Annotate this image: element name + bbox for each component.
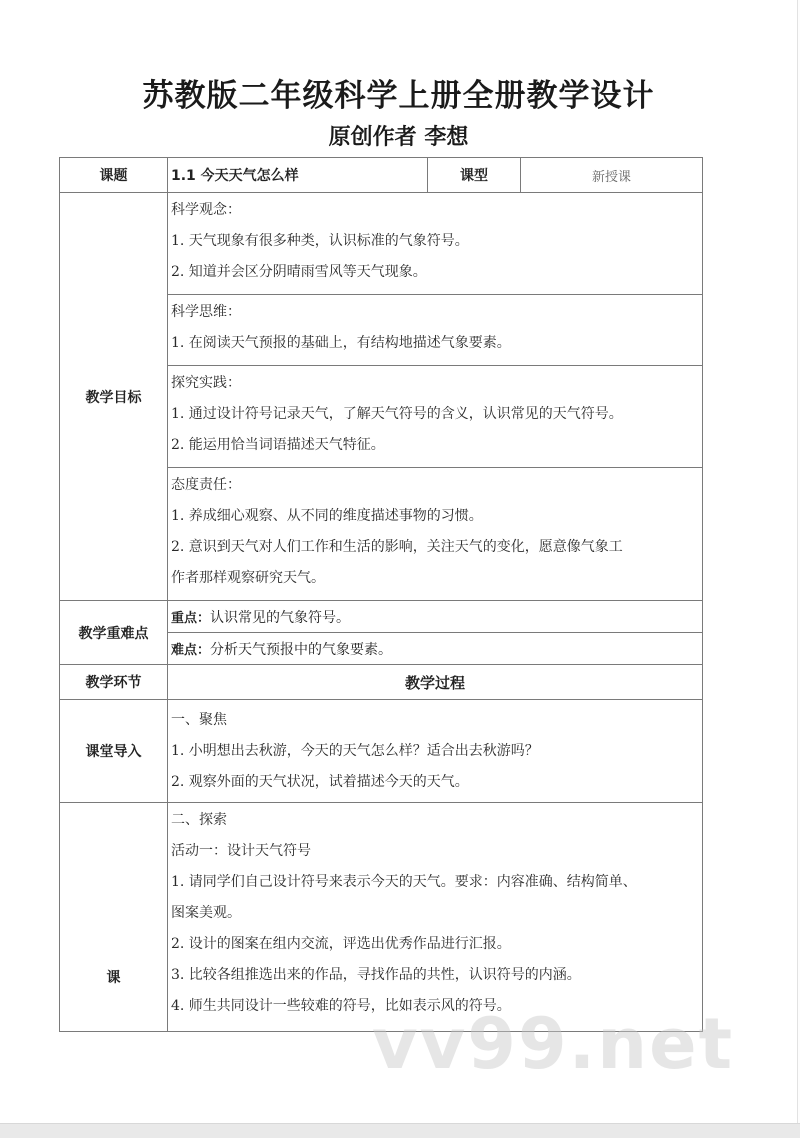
document-title: 苏教版二年级科学上册全册教学设计: [142, 78, 655, 114]
stage-content: [168, 700, 703, 803]
stage-line: 3. 比较各组推选出来的作品，寻找作品的共性，认识符号的内涵。: [171, 967, 581, 983]
lesson-type-label: 课型: [428, 158, 521, 193]
stage-line: 活动一：设计天气符号: [171, 843, 311, 859]
objective-heading: 探究实践：: [171, 375, 241, 391]
topic-value: 1.1 今天天气怎么样: [168, 158, 428, 193]
topic-row: [60, 158, 703, 193]
stage-row-intro: [60, 700, 703, 803]
process-column-header: 教学过程: [168, 665, 703, 700]
stage-content: [168, 803, 703, 1032]
difficulty-point: [168, 633, 703, 665]
stage-line: 1. 小明想出去秋游，今天的天气怎么样？适合出去秋游吗？: [171, 743, 539, 759]
topic-label: 课题: [60, 158, 168, 193]
stage-label: 课堂导入: [60, 700, 168, 803]
objective-section-attitude-responsibility: [168, 468, 703, 601]
document-author: 原创作者 李想: [328, 125, 469, 150]
objective-item: 1. 养成细心观察、从不同的维度描述事物的习惯。: [171, 508, 483, 524]
stage-line: 二、探索: [171, 812, 227, 828]
objective-item: 1. 在阅读天气预报的基础上，有结构地描述气象要素。: [171, 335, 511, 351]
focus-label: 重点：: [171, 610, 211, 626]
stage-line: 1. 请同学们自己设计符号来表示今天的天气。要求：内容准确、结构简单、: [171, 874, 637, 890]
stage-column-header: 教学环节: [60, 665, 168, 700]
stage-line: 2. 设计的图案在组内交流，评选出优秀作品进行汇报。: [171, 936, 511, 952]
objective-item: 2. 能运用恰当词语描述天气特征。: [171, 437, 385, 453]
difficulty-label: 难点：: [171, 642, 211, 658]
objective-item: 1. 天气现象有很多种类，认识标准的气象符号。: [171, 233, 469, 249]
objective-section-science-thinking: [168, 295, 703, 366]
viewer-bottom-edge: [0, 1123, 800, 1138]
lesson-plan-table: [59, 157, 703, 1032]
objective-item: 1. 通过设计符号记录天气，了解天气符号的含义，认识常见的天气符号。: [171, 406, 623, 422]
focus-point: [168, 601, 703, 633]
objective-item: 2. 知道并会区分阴晴雨雪风等天气现象。: [171, 264, 427, 280]
objective-section-inquiry-practice: [168, 366, 703, 468]
objective-section-science-concept: [168, 193, 703, 295]
key-points-label: 教学重难点: [60, 601, 168, 665]
difficulty-text: 分析天气预报中的气象要素。: [210, 641, 393, 658]
objective-item-continued: 作者那样观察研究天气。: [171, 570, 325, 586]
stage-line: 一、聚焦: [171, 712, 227, 728]
stage-line-continued: 图案美观。: [171, 905, 241, 921]
stage-line: 2. 观察外面的天气状况，试着描述今天的天气。: [171, 774, 469, 790]
lesson-type-value: 新授课: [521, 158, 703, 193]
objective-heading: 态度责任：: [171, 477, 241, 493]
objective-heading: 科学观念：: [171, 202, 241, 218]
objectives-label: 教学目标: [60, 193, 168, 601]
stage-label: 课: [60, 803, 168, 1032]
objective-item: 2. 意识到天气对人们工作和生活的影响，关注天气的变化，愿意像气象工: [171, 539, 623, 555]
focus-text: 认识常见的气象符号。: [210, 609, 351, 626]
process-header-row: [60, 665, 703, 700]
objective-heading: 科学思维：: [171, 304, 241, 320]
stage-line: 4. 师生共同设计一些较难的符号，比如表示风的符号。: [171, 998, 511, 1014]
objectives-row-1: [60, 193, 703, 295]
stage-row-lesson: [60, 803, 703, 1032]
watermark: vv99.net: [372, 1003, 735, 1085]
key-points-row-1: [60, 601, 703, 633]
